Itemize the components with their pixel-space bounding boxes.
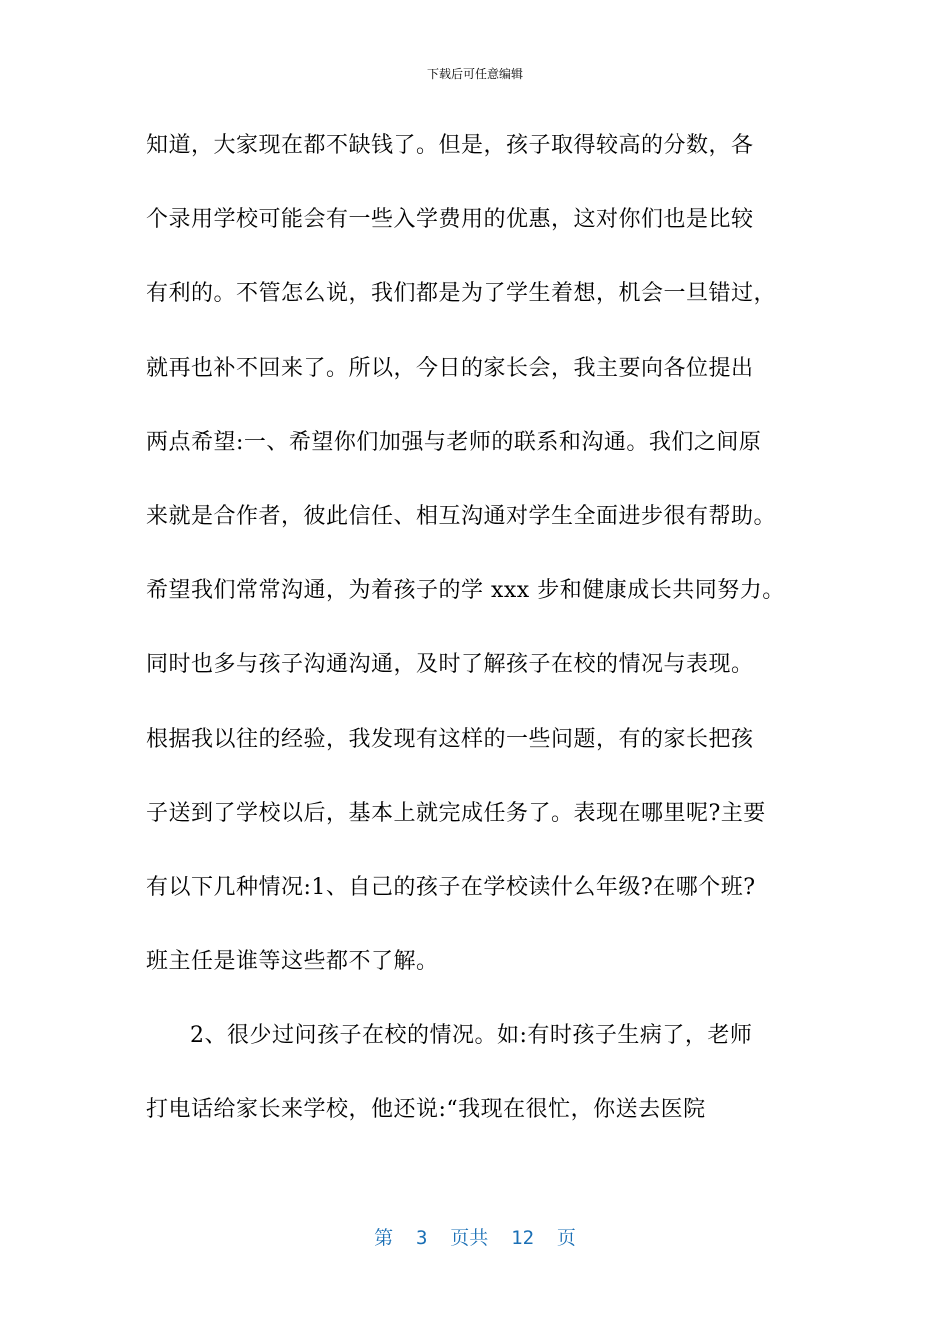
document-body (146, 123, 806, 1162)
text-line: 希望我们常常沟通，为着孩子的学 xxx 步和健康成长共同努力。 (146, 578, 785, 604)
text-line: 两点希望:一、希望你们加强与老师的联系和沟通。我们之间原 (146, 429, 762, 455)
text-line: 同时也多与孩子沟通沟通，及时了解孩子在校的情况与表现。 (146, 652, 754, 678)
text-line: 有以下几种情况:1、自己的孩子在学校读什么年级?在哪个班? (146, 874, 756, 900)
text-line: 就再也补不回来了。所以，今日的家长会，我主要向各位提出 (146, 355, 754, 381)
text-line: 来就是合作者，彼此信任、相互沟通对学生全面进步很有帮助。 (146, 503, 777, 529)
text-line: 有利的。不管怎么说，我们都是为了学生着想，机会一旦错过， (146, 281, 777, 307)
page-number-footer: 第 3 页共 12 页 (374, 1227, 576, 1249)
text-line: 根据我以往的经验，我发现有这样的一些问题，有的家长把孩 (146, 726, 754, 752)
page-header: 下载后可任意编辑 (426, 67, 523, 81)
text-line: 知道，大家现在都不缺钱了。但是，孩子取得较高的分数，各 (146, 133, 754, 158)
text-line: 班主任是谁等这些都不了解。 (146, 949, 439, 975)
text-line: 子送到了学校以后，基本上就完成任务了。表现在哪里呢?主要 (146, 800, 766, 826)
text-line: 个录用学校可能会有一些入学费用的优惠，这对你们也是比较 (146, 207, 754, 233)
text-line: 2、很少过问孩子在校的情况。如:有时孩子生病了，老师 (190, 1023, 753, 1049)
text-line: 打电话给家长来学校，他还说:“我现在很忙，你送去医院 (146, 1097, 706, 1123)
